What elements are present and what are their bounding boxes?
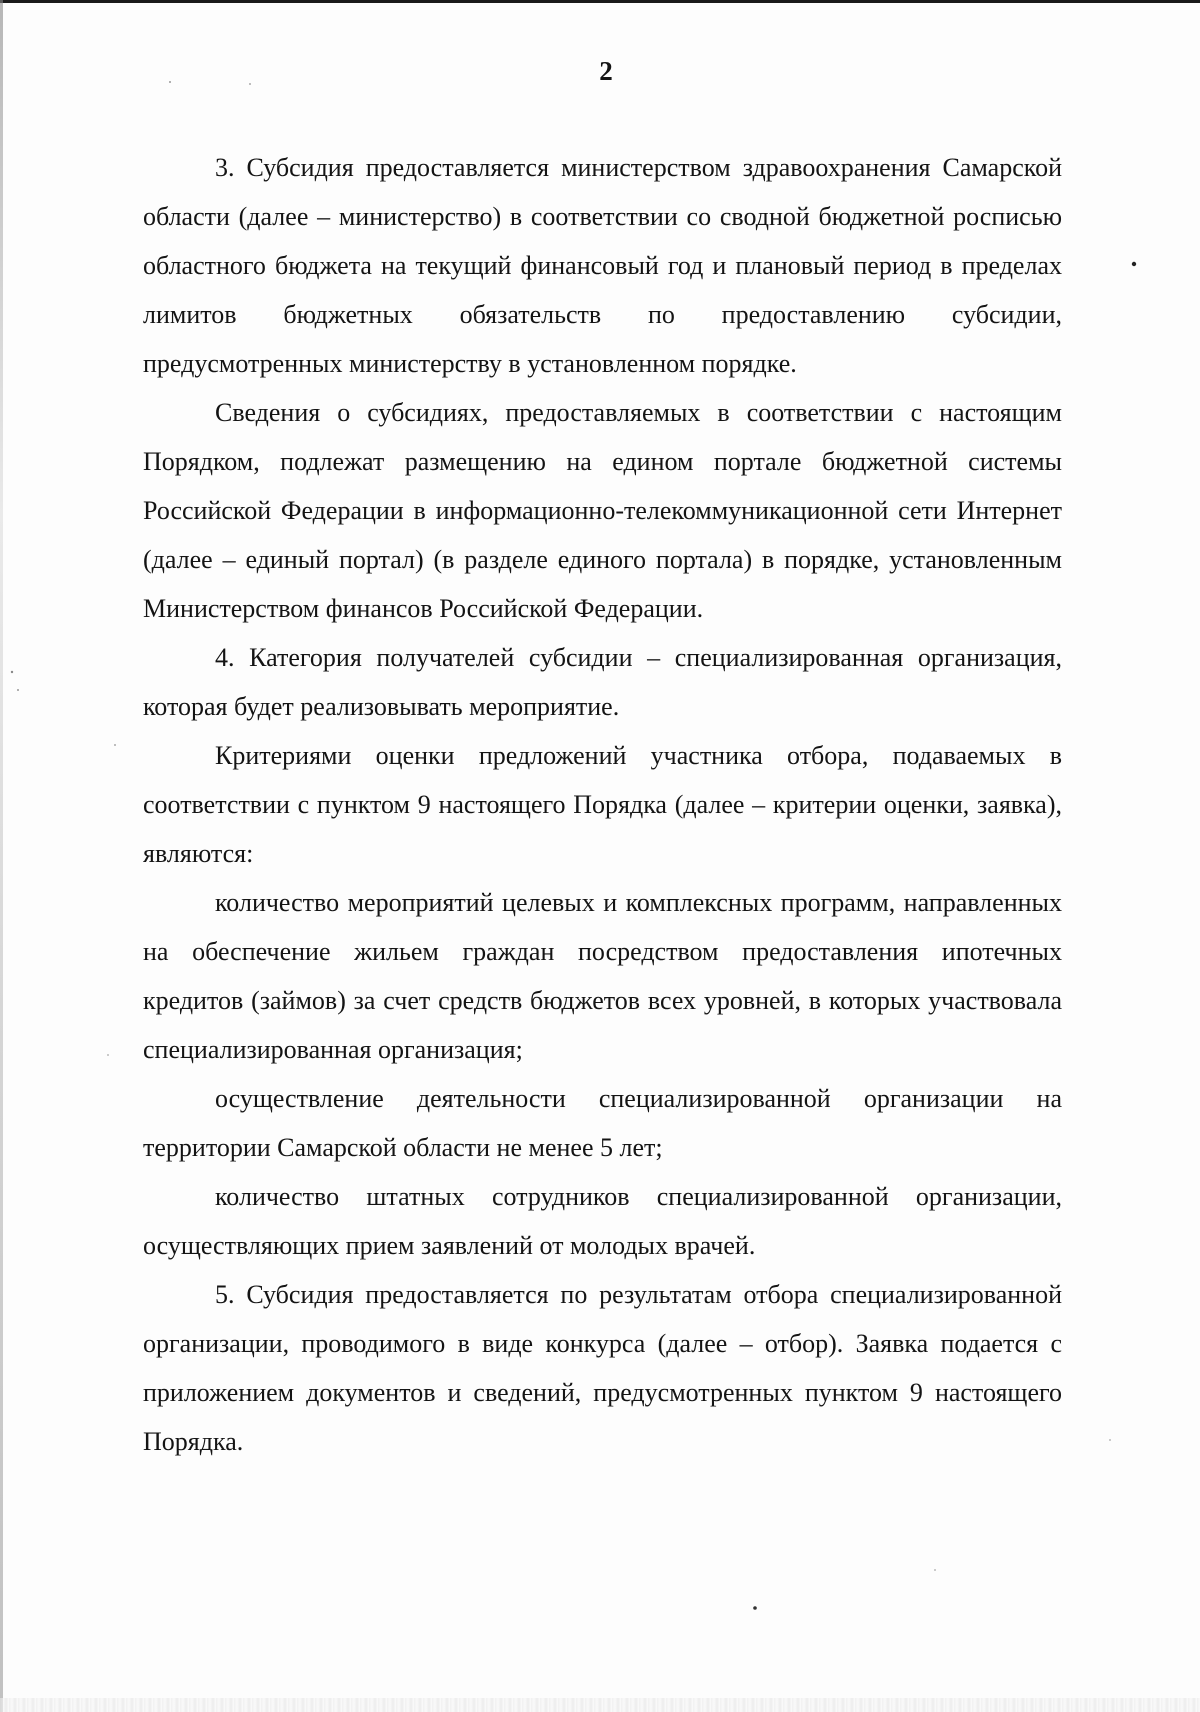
paragraph-item-5-selection: 5. Субсидия предоставляется по результатам отбора специализированной организации, проводимого в виде конкурса (далее – отбор). Заявка подается с приложением документов и сведений, предусмотренных пунктом 9 настоящего Порядка. <box>143 1280 1062 1456</box>
speckle <box>11 671 13 673</box>
paragraph-criterion-staff-count: количество штатных сотрудников специализированной организации, осуществляющих прием заявлений от молодых врачей. <box>143 1182 1062 1260</box>
speckle <box>934 1569 936 1571</box>
speckle <box>107 1054 109 1056</box>
speckle <box>1109 1439 1111 1441</box>
scan-bottom-noise <box>0 1698 1200 1712</box>
document-body <box>143 143 1062 1466</box>
paragraph-criterion-activity-duration: осуществление деятельности специализированной организации на территории Самарской области не менее 5 лет; <box>143 1084 1062 1162</box>
speckle <box>1132 262 1136 266</box>
speckle <box>753 1606 757 1610</box>
paragraph-item-4-recipient-category: 4. Категория получателей субсидии – специализированная организация, которая будет реализовывать мероприятие. <box>143 643 1062 721</box>
scan-top-edge <box>0 0 1200 3</box>
speckle <box>17 689 19 691</box>
scan-left-edge <box>0 0 3 1712</box>
paragraph-item-3-subsidy-provider: 3. Субсидия предоставляется министерством здравоохранения Самарской области (далее – министерство) в соответствии со сводной бюджетной росписью областного бюджета на текущий финансовый год и плановый период в пределах лимитов бюджетных обязательств по предоставлению субсидии, предусмотренных министерству в установленном порядке. <box>143 153 1062 378</box>
speckle <box>114 744 116 746</box>
paragraph-subsidy-info-publication: Сведения о субсидиях, предоставляемых в соответствии с настоящим Порядком, подлежат размещению на едином портале бюджетной системы Российской Федерации в информационно-телекоммуникационной сети Интернет (далее – единый портал) (в разделе единого портала) в порядке, установленным Министерством финансов Российской Федерации. <box>143 398 1062 623</box>
paragraph-evaluation-criteria: Критериями оценки предложений участника отбора, подаваемых в соответствии с пунктом 9 настоящего Порядка (далее – критерии оценки, заявка), являются: <box>143 741 1062 868</box>
page-number: 2 <box>599 56 613 86</box>
paragraph-criterion-programs-count: количество мероприятий целевых и комплексных программ, направленных на обеспечение жильем граждан посредством предоставления ипотечных кредитов (займов) за счет средств бюджетов всех уровней, в которых участвовала специализированная организация; <box>143 888 1062 1064</box>
